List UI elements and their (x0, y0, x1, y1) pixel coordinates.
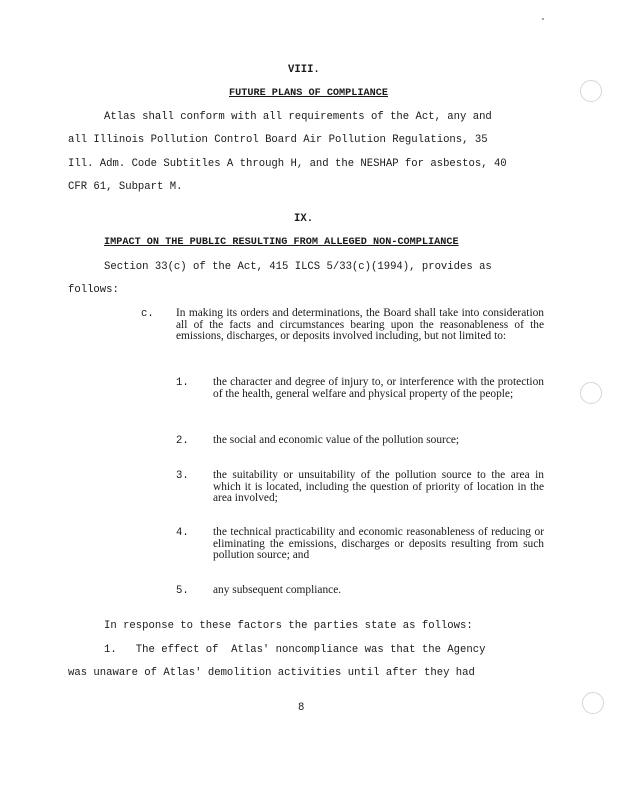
section-viii-line-2: all Illinois Pollution Control Board Air Pollution Regulations, 35 (68, 134, 488, 146)
section-viii-line-3: Ill. Adm. Code Subtitles A through H, and the NESHAP for asbestos, 40 (68, 158, 507, 170)
factor-text-1: the character and degree of injury to, or interference with the protection of the health, general welfare and physical property of the people; (213, 376, 544, 400)
factor-number-4: 4. (176, 527, 189, 539)
response-line: In response to these factors the parties state as follows: (104, 620, 473, 632)
section-ix-intro-line-1: Section 33(c) of the Act, 415 ILCS 5/33(c)(1994), provides as (104, 261, 492, 273)
section-ix-intro-line-2: follows: (68, 284, 119, 296)
factor-text-2: the social and economic value of the pollution source; (213, 434, 460, 446)
punch-hole-bottom (582, 692, 604, 714)
section-viii-number: VIII. (288, 64, 320, 76)
page-number: 8 (298, 702, 305, 714)
factor-text-5: any subsequent compliance. (213, 584, 342, 596)
quote-letter: c. (141, 308, 154, 320)
section-ix-title: IMPACT ON THE PUBLIC RESULTING FROM ALLEGED NON-COMPLIANCE (104, 237, 459, 248)
section-viii-line-4: CFR 61, Subpart M. (68, 181, 183, 193)
factor-number-2: 2. (176, 435, 189, 447)
punch-hole-middle (580, 382, 602, 404)
point-1-line-2: was unaware of Atlas' demolition activities until after they had (68, 667, 475, 679)
section-viii-title: FUTURE PLANS OF COMPLIANCE (229, 88, 388, 99)
factor-text-3: the suitability or unsuitability of the pollution source to the area in which it is located, including the question of priority of location in the area involved; (213, 469, 544, 505)
punch-hole-top (580, 80, 602, 102)
scan-speck (542, 18, 544, 20)
factor-number-5: 5. (176, 585, 189, 597)
point-1-line-1: 1. The effect of Atlas' noncompliance was that the Agency (104, 644, 486, 656)
factor-number-1: 1. (176, 377, 189, 389)
factor-text-4: the technical practicability and economic reasonableness of reducing or eliminating the emissions, discharges or deposits resulting from such pollution source; and (213, 526, 544, 562)
quote-paragraph: In making its orders and determinations, the Board shall take into consideration all of the facts and circumstances bearing upon the reasonableness of the emissions, discharges, or deposits involved including, but not limited to: (176, 307, 544, 343)
section-viii-line-1: Atlas shall conform with all requirements of the Act, any and (104, 111, 492, 123)
factor-number-3: 3. (176, 470, 189, 482)
section-ix-number: IX. (294, 213, 314, 225)
